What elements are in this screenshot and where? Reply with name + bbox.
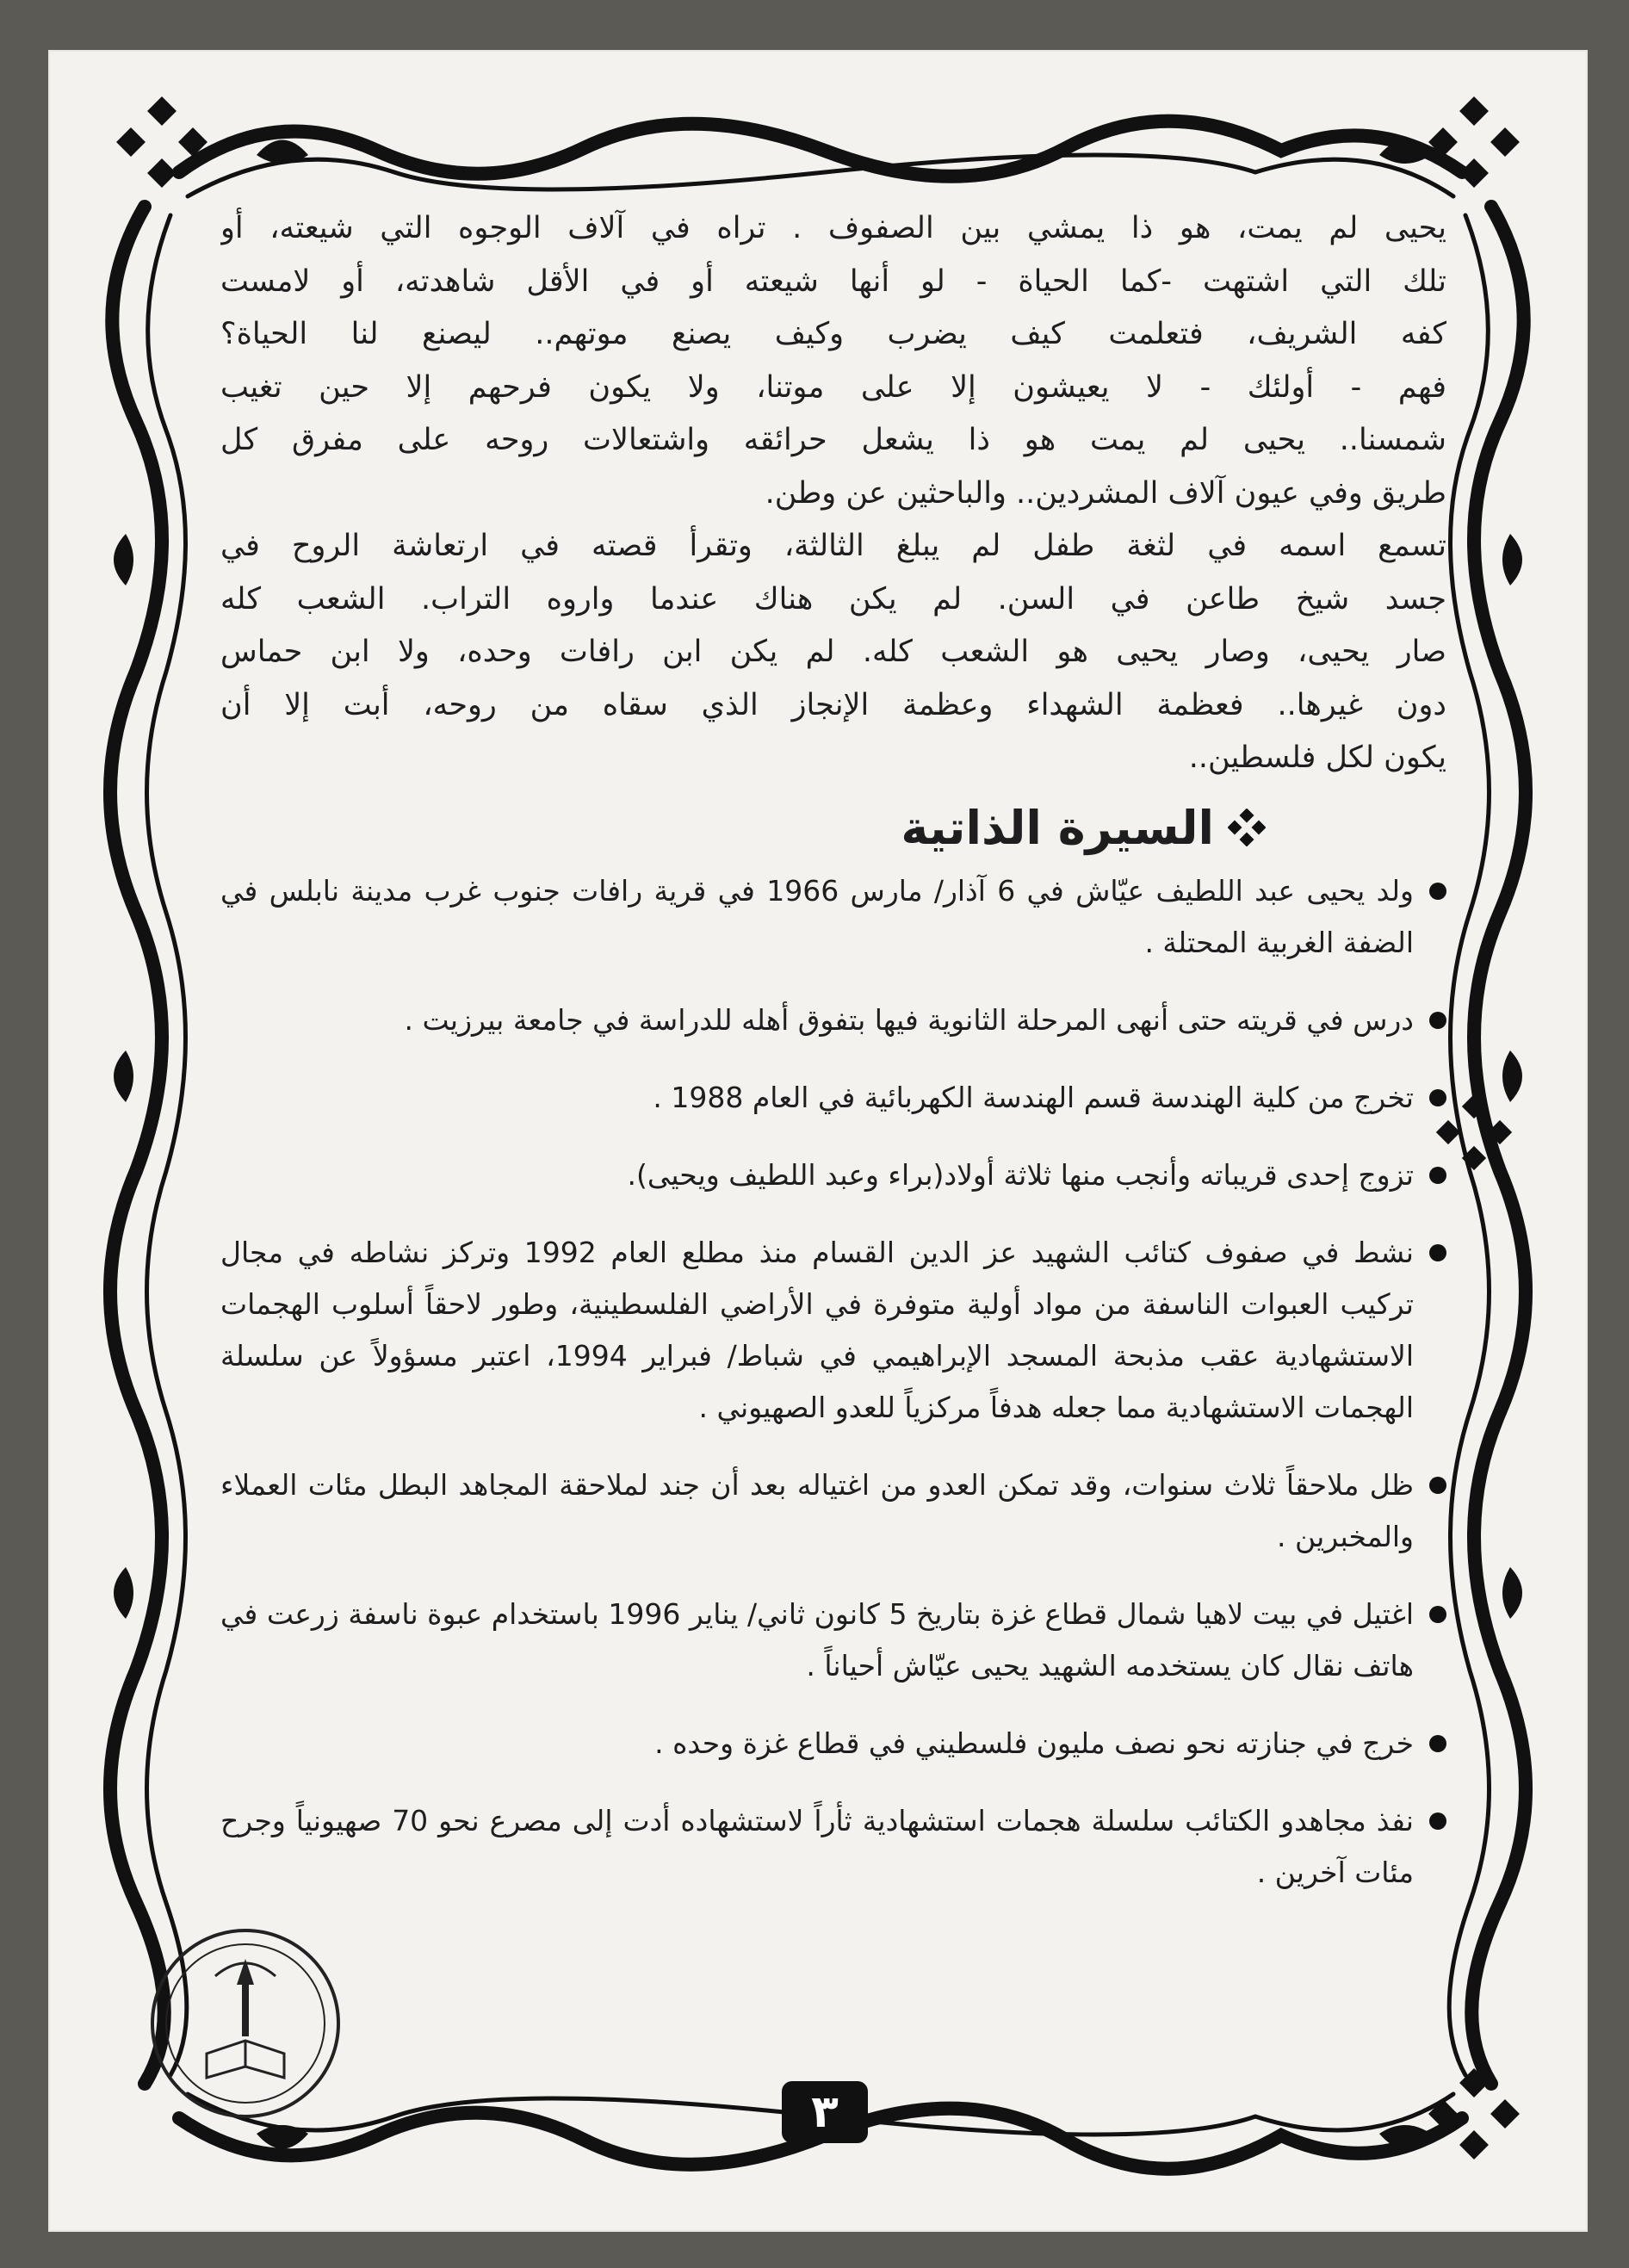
main-text [220,202,1446,1924]
bio-list [220,865,1446,1899]
intro-line: تسمع اسمه في لثغة طفل لم يبلغ الثالثة، وتقرأ قصته في ارتعاشة الروح في [220,529,1446,563]
intro-line: طريق وفي عيون آلاف المشردين.. والباحثين عن وطن. [765,475,1446,511]
intro-line: كفه الشريف، فتعلمت كيف يضرب وكيف يصنع موتهم.. ليصنع لنا الحياة؟ [220,317,1446,351]
intro-line: تلك التي اشتهت -كما الحياة - لو أنها شيعته أو في الأقل شاهدته، أو لامست [220,263,1446,299]
list-item: نفذ مجاهدو الكتائب سلسلة هجمات استشهادية ثأراً لاستشهاده أدت إلى مصرع نحو 70 صهيونياً وجرح مئات آخرين . [220,1795,1446,1899]
section-title: السيرة الذاتية [901,800,1214,855]
list-item: ولد يحيى عبد اللطيف عيّاش في 6 آذار/ مارس 1966 في قرية رافات جنوب غرب مدينة نابلس في الضفة الغربية المحتلة . [220,865,1446,969]
list-item: نشط في صفوف كتائب الشهيد عز الدين القسام منذ مطلع العام 1992 وتركز نشاطه في مجال تركيب العبوات الناسفة من مواد أولية متوفرة في الأراضي الفلسطينية، وطور لاحقاً أسلوب الهجمات الاستشهادية عقب مذبحة المسجد الإبراهيمي في شباط/ فبراير 1994، اعتبر مسؤولاً عن سلسلة الهجمات الاستشهادية مما جعله هدفاً مركزياً للعدو الصهيوني . [220,1227,1446,1434]
four-diamond-ornament-icon [1228,809,1266,846]
library-seal-stamp [146,1924,344,2122]
intro-line: دون غيرها.. فعظمة الشهداء وعظمة الإنجاز الذي سقاه من روحه، أبت إلا أن [220,687,1446,722]
intro-line: شمسنا.. يحيى لم يمت هو ذا يشعل حرائقه واشتعالات روحه على مفرق كل [220,423,1446,457]
page [50,52,1586,2230]
list-item: تزوج إحدى قريباته وأنجب منها ثلاثة أولاد(براء وعبد اللطيف ويحيى). [220,1149,1446,1201]
list-item: ظل ملاحقاً ثلاث سنوات، وقد تمكن العدو من اغتياله بعد أن جند لملاحقة المجاهد البطل مئات العملاء والمخبرين . [220,1459,1446,1563]
list-item: خرج في جنازته نحو نصف مليون فلسطيني في قطاع غزة وحده . [220,1718,1446,1769]
page-number: ٣ [782,2081,868,2143]
intro-line: يكون لكل فلسطين.. [1188,741,1446,775]
section-heading [220,801,1446,855]
list-item: اغتيل في بيت لاهيا شمال قطاع غزة بتاريخ 5 كانون ثاني/ يناير 1996 باستخدام عبوة ناسفة زرعت في هاتف نقال كان يستخدمه الشهيد يحيى عيّاش أحياناً . [220,1589,1446,1692]
intro-line: صار يحيى، وصار يحيى هو الشعب كله. لم يكن ابن رافات وحده، ولا ابن حماس [220,635,1446,669]
intro-line: فهم - أولئك - لا يعيشون إلا على موتنا، ولا يكون فرحهم إلا حين تغيب [220,369,1446,405]
list-item: درس في قريته حتى أنهى المرحلة الثانوية فيها بتفوق أهله للدراسة في جامعة بيرزيت . [220,995,1446,1046]
intro-line: جسد شيخ طاعن في السن. لم يكن هناك عندما واروه التراب. الشعب كله [220,581,1446,617]
intro-line: يحيى لم يمت، هو ذا يمشي بين الصفوف . تراه في آلاف الوجوه التي شيعته، أو [220,211,1446,245]
list-item: تخرج من كلية الهندسة قسم الهندسة الكهربائية في العام 1988 . [220,1072,1446,1124]
